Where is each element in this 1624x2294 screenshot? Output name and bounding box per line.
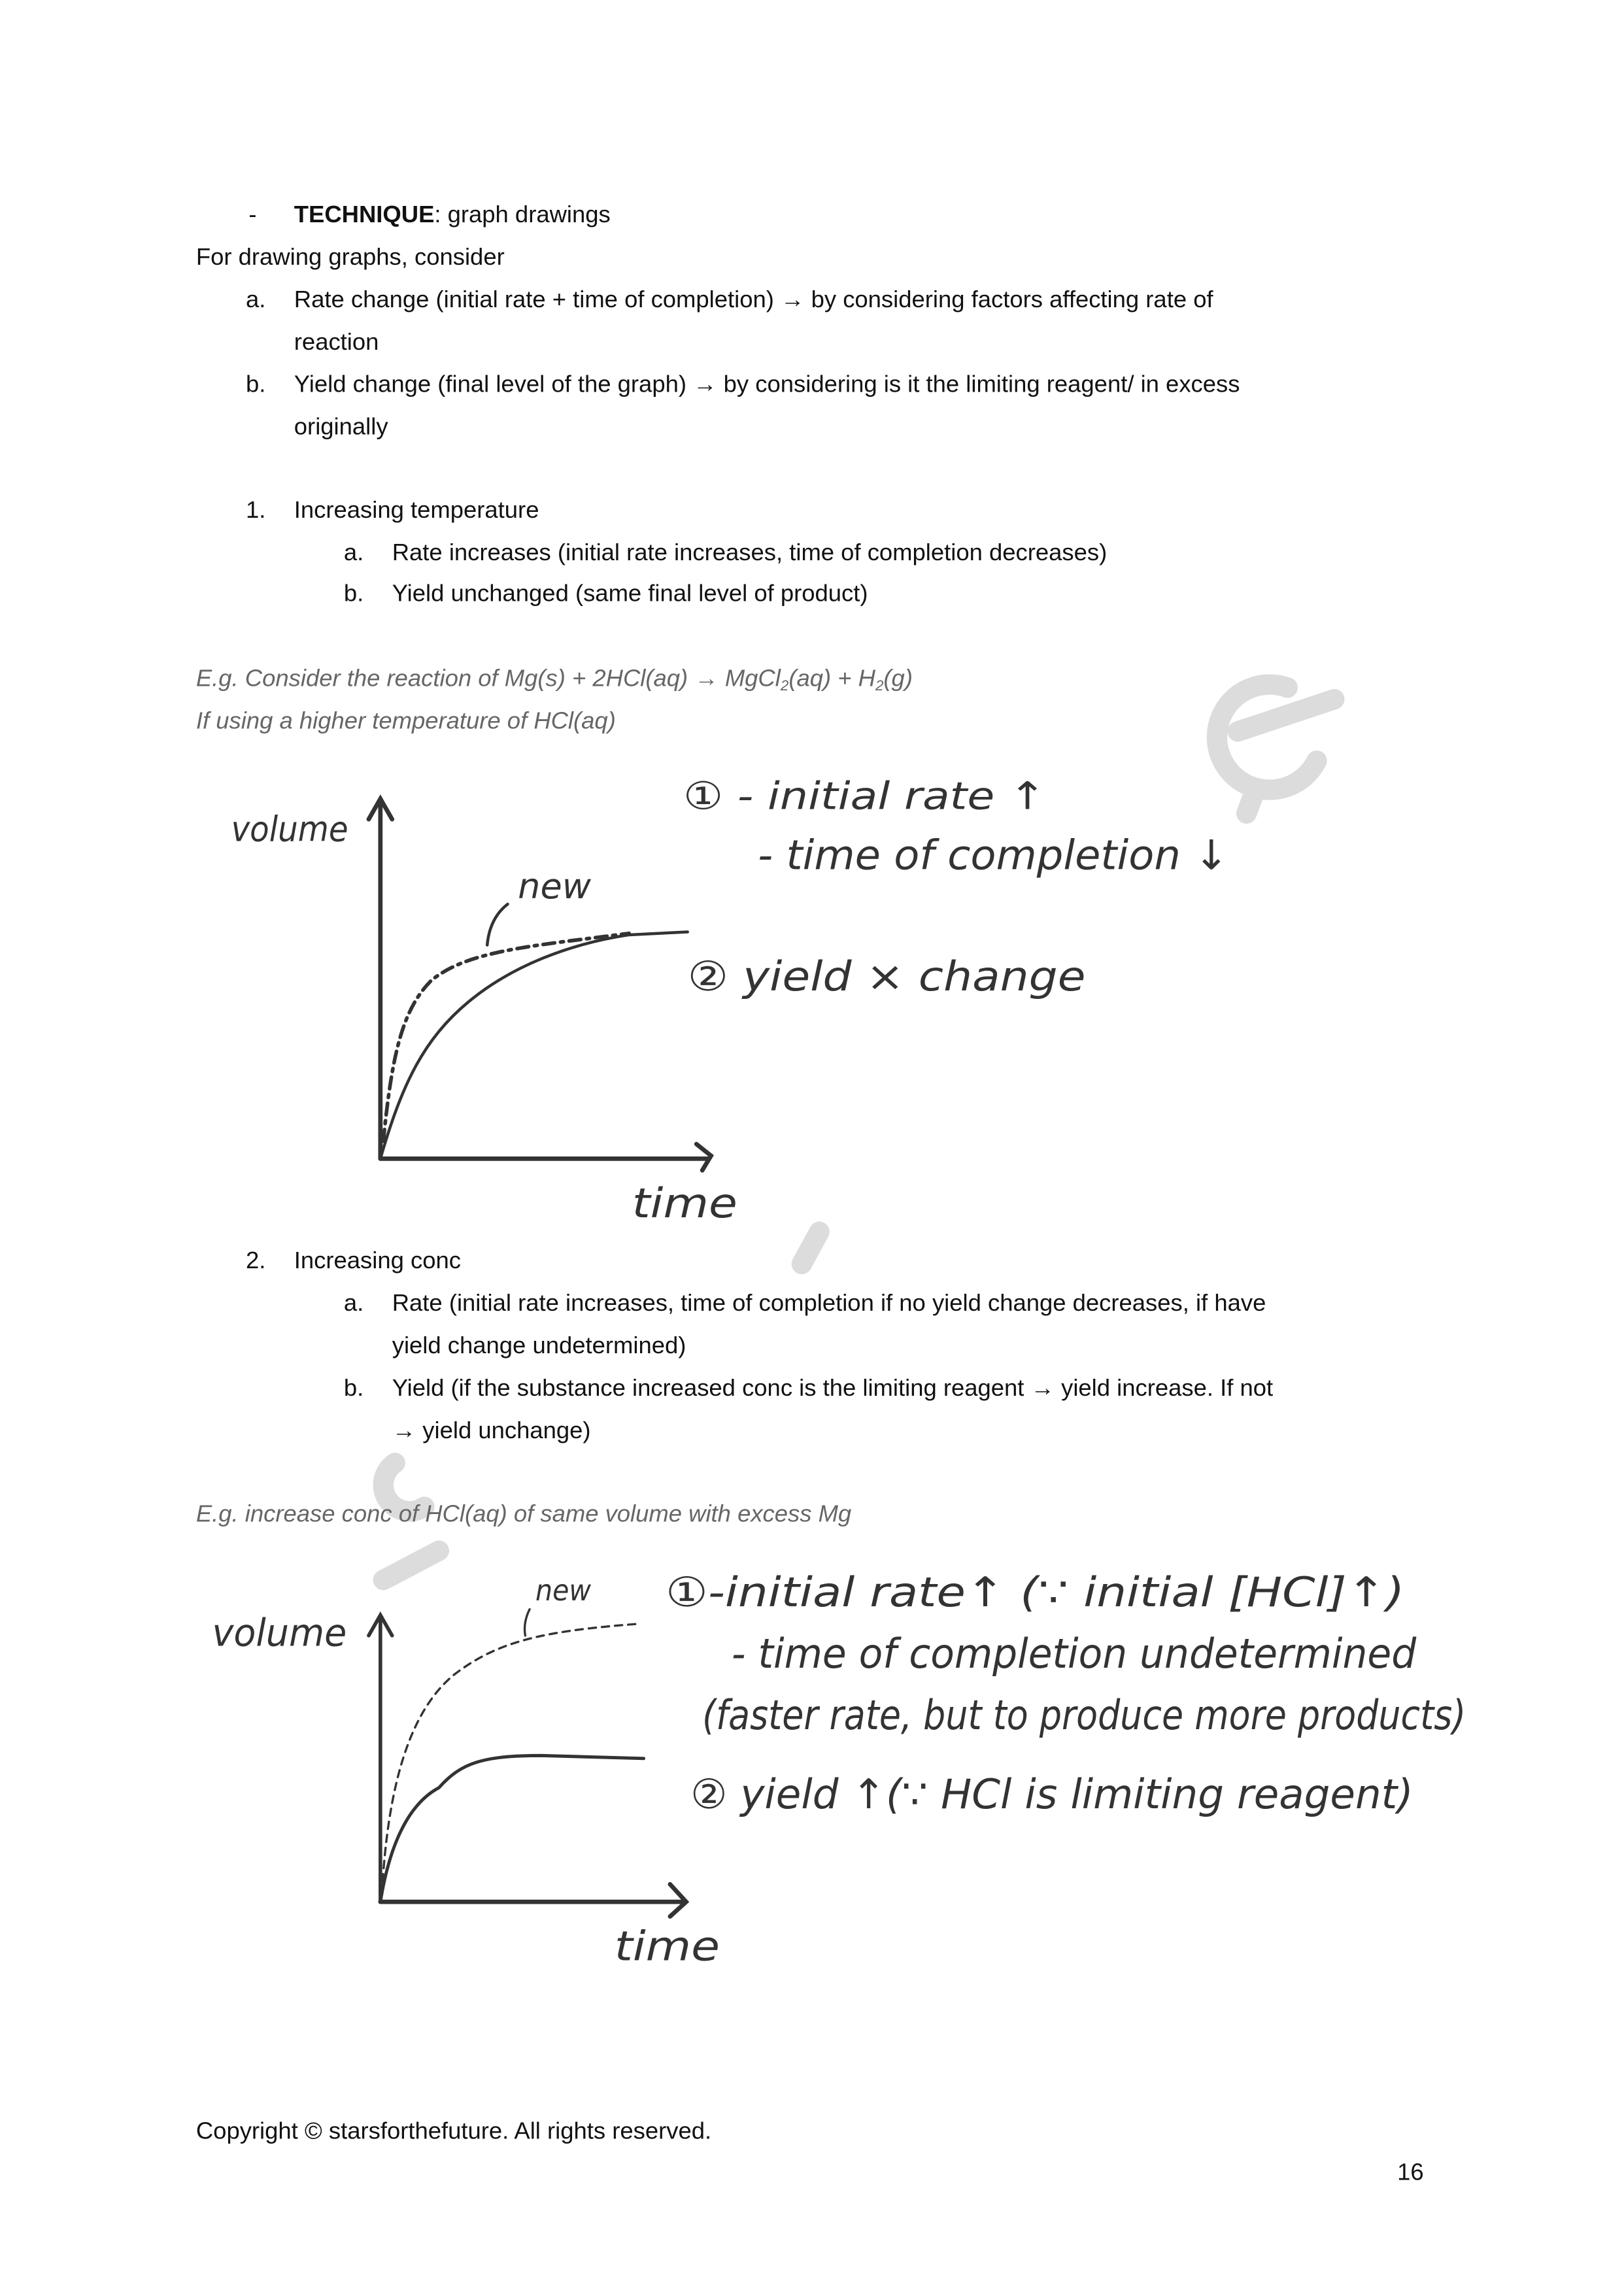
section-number: 1. (245, 497, 266, 524)
list-marker: a. (343, 1290, 364, 1317)
list-marker: b. (343, 581, 364, 607)
consideration-yield: Yield change (final level of the graph) → by considering is it the limiting reagent/ in excess (294, 371, 1240, 398)
consideration-rate-cont: reaction (294, 329, 379, 356)
x-axis-label: time (614, 1922, 720, 1970)
list-marker: a. (245, 286, 266, 313)
equation-part: (aq) + H (788, 666, 875, 692)
list-item: Rate increases (initial rate increases, time of completion decreases) (392, 539, 1108, 567)
annotation-initial-rate: ① - initial rate ↑ (683, 773, 1047, 818)
new-label-leader (525, 1610, 530, 1636)
annotation-reason: (faster rate, but to produce more products) (702, 1691, 1466, 1740)
annotation-time-of-completion: - time of completion ↓ (758, 831, 1229, 879)
y-axis-label: volume (212, 1610, 347, 1655)
annotation-yield: ② yield ↑(∵ HCl is limiting reagent) (690, 1770, 1413, 1818)
technique-label: TECHNIQUE (294, 201, 435, 229)
list-item: Rate (initial rate increases, time of completion if no yield change decreases, if have (392, 1290, 1266, 1317)
example-condition: If using a higher temperature of HCl(aq) (195, 708, 616, 735)
equation-part: (g) (883, 666, 913, 692)
list-marker: a. (343, 539, 364, 567)
technique-bullet: - (248, 201, 257, 229)
list-marker: b. (343, 1375, 364, 1402)
copyright-footer: Copyright © starsforthefuture. All rights reserved. (195, 2118, 712, 2145)
page-number: 16 (1397, 2159, 1424, 2186)
y-axis-label: volume (231, 808, 348, 850)
section-number: 2. (245, 1247, 266, 1275)
new-curve (382, 1624, 638, 1895)
consideration-yield-cont: originally (294, 414, 388, 441)
annotation-yield: ② yield × change (687, 952, 1086, 1000)
example-text: E.g. increase conc of HCl(aq) of same volume with excess Mg (195, 1500, 852, 1528)
x-axis (381, 1884, 686, 1916)
new-curve-label: new (518, 866, 592, 907)
new-curve-label: new (535, 1573, 592, 1608)
list-item-cont: yield change undetermined) (392, 1332, 686, 1359)
consideration-rate: Rate change (initial rate + time of completion) → by considering factors affecting rate of (294, 286, 1213, 313)
list-marker: b. (245, 371, 266, 398)
list-item: Yield unchanged (same final level of product) (392, 581, 868, 607)
original-curve (381, 1755, 644, 1902)
subscript: 2 (875, 679, 884, 695)
section-title: Increasing conc (294, 1247, 462, 1275)
x-axis-label: time (632, 1179, 737, 1227)
annotation-time-of-completion: - time of completion undetermined (731, 1630, 1417, 1678)
subscript: 2 (780, 679, 789, 695)
intro-text: For drawing graphs, consider (195, 244, 505, 271)
technique-text: : graph drawings (434, 201, 611, 229)
section-title: Increasing temperature (294, 497, 539, 524)
equation-part: E.g. Consider the reaction of Mg(s) + 2HCl(aq) → MgCl (195, 666, 781, 692)
annotation-initial-rate: ①-initial rate↑ (∵ initial [HCl]↑) (666, 1568, 1405, 1617)
list-item: Yield (if the substance increased conc is the limiting reagent → yield increase. If not (392, 1375, 1274, 1402)
list-item-cont: → yield unchange) (392, 1417, 591, 1444)
